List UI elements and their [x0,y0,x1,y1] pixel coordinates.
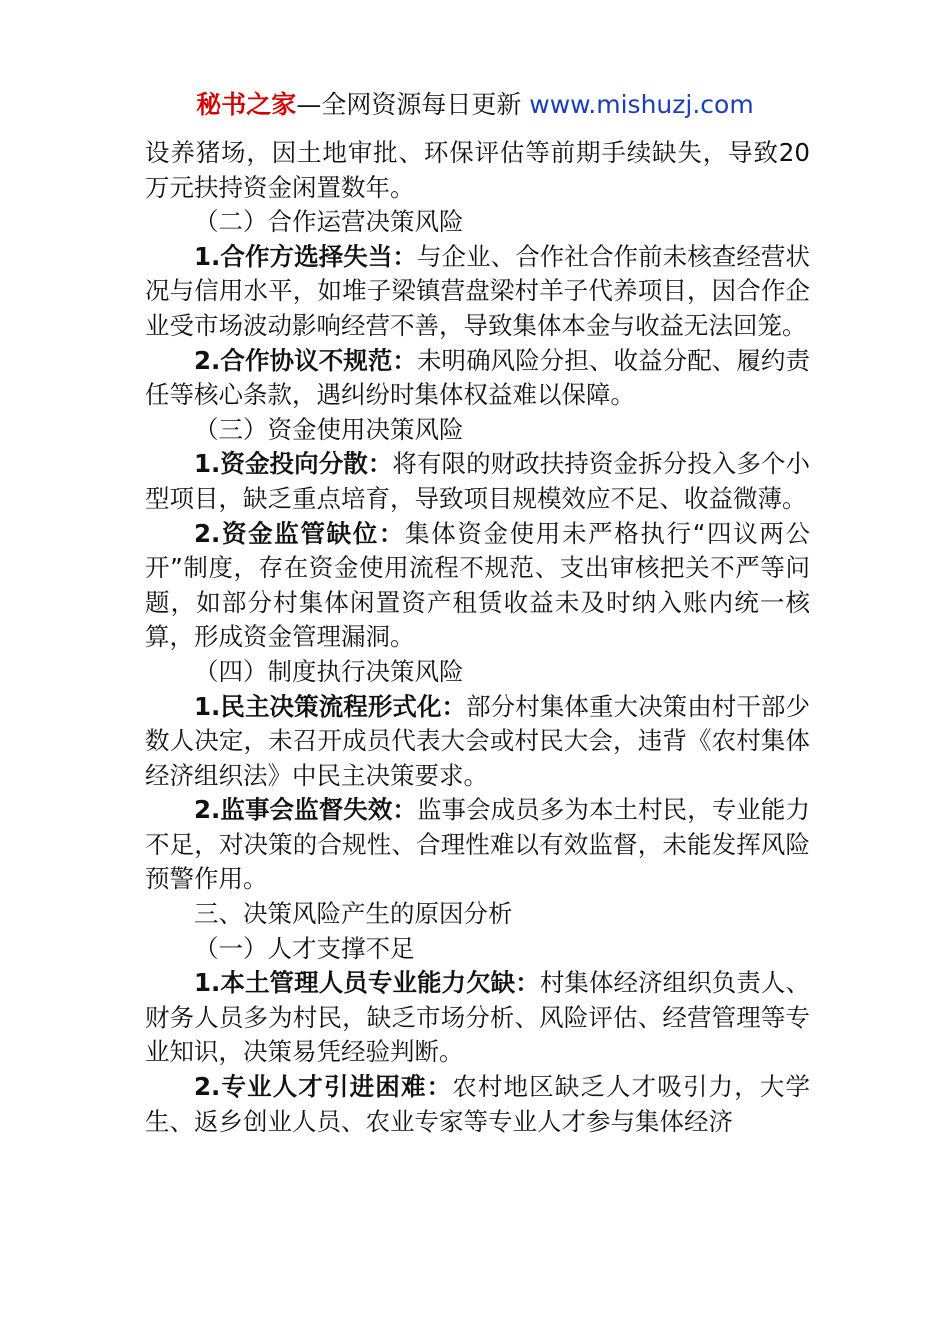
paragraph-text: 村集体经济组织负责人、财务人员多为村民，缺乏市场分析、风险评估、经营管理等专业知识，决策易凭经验判断。 [145,968,810,1067]
paragraph-text: 集体资金使用未严格执行“四议两公开”制度，存在资金使用流程不规范、支出审核把关不严等问题，如部分村集体闲置资产租赁收益未及时纳入账内统一核算，形成资金管理漏洞。 [145,518,810,652]
paragraph [145,1070,810,1139]
paragraph-text: 未明确风险分担、收益分配、履约责任等核心条款，遇纠纷时集体权益难以保障。 [145,345,810,410]
paragraph [145,793,810,897]
paragraph-lead: 2.监事会监督失效： [194,795,417,825]
paragraph [145,136,810,205]
paragraph-text: 监事会成员多为本土村民，专业能力不足，对决策的合规性、合理性难以有效监督，未能发挥风险预警作用。 [145,795,810,894]
paragraph-text: 设养猪场，因土地审批、环保评估等前期手续缺失，导致20万元扶持资金闲置数年。 [145,138,810,202]
paragraph [145,966,810,1070]
section-heading [145,932,810,967]
paragraph [145,690,810,794]
page-header [0,88,950,122]
chapter-heading [145,897,810,932]
paragraph [145,517,810,655]
section-heading-text: （一）人才支撑不足 [194,933,415,963]
document-body [145,136,810,1139]
section-heading [145,205,810,240]
paragraph-lead: 1.资金投向分散： [194,449,393,479]
paragraph-text: 部分村集体重大决策由村干部少数人决定，未召开成员代表大会或村民大会，违背《农村集体经济组织法》中民主决策要求。 [145,691,810,790]
paragraph-text: 与企业、合作社合作前未核查经营状况与信用水平，如堆子梁镇营盘梁村羊子代养项目，因合作企业受市场波动影响经营不善，导致集体本金与收益无法回笼。 [145,241,810,340]
paragraph [145,344,810,413]
header-tagline: —全网资源每日更新 [296,90,530,119]
header-url-link[interactable]: www.mishuzj.com [529,90,754,119]
paragraph [145,240,810,344]
paragraph [145,447,810,516]
section-heading-text: （二）合作运营决策风险 [194,207,464,237]
section-heading [145,413,810,448]
paragraph-text: 农村地区缺乏人才吸引力，大学生、返乡创业人员、农业专家等专业人才参与集体经济 [145,1072,810,1136]
paragraph-lead: 1.合作方选择失当： [194,241,417,271]
paragraph-lead: 2.专业人才引进困难： [194,1072,453,1102]
header-brand: 秘书之家 [196,90,297,119]
section-heading-text: （三）资金使用决策风险 [194,414,464,444]
chapter-heading-text: 三、决策风险产生的原因分析 [194,899,513,929]
paragraph-lead: 2.合作协议不规范： [194,345,417,375]
paragraph-lead: 2.资金监管缺位： [194,518,406,548]
paragraph-text: 将有限的财政扶持资金拆分投入多个小型项目，缺乏重点培育，导致项目规模效应不足、收益微薄。 [145,449,810,513]
section-heading-text: （四）制度执行决策风险 [194,656,464,686]
section-heading [145,655,810,690]
paragraph-lead: 1.民主决策流程形式化： [194,691,467,721]
paragraph-lead: 1.本土管理人员专业能力欠缺： [194,968,540,998]
